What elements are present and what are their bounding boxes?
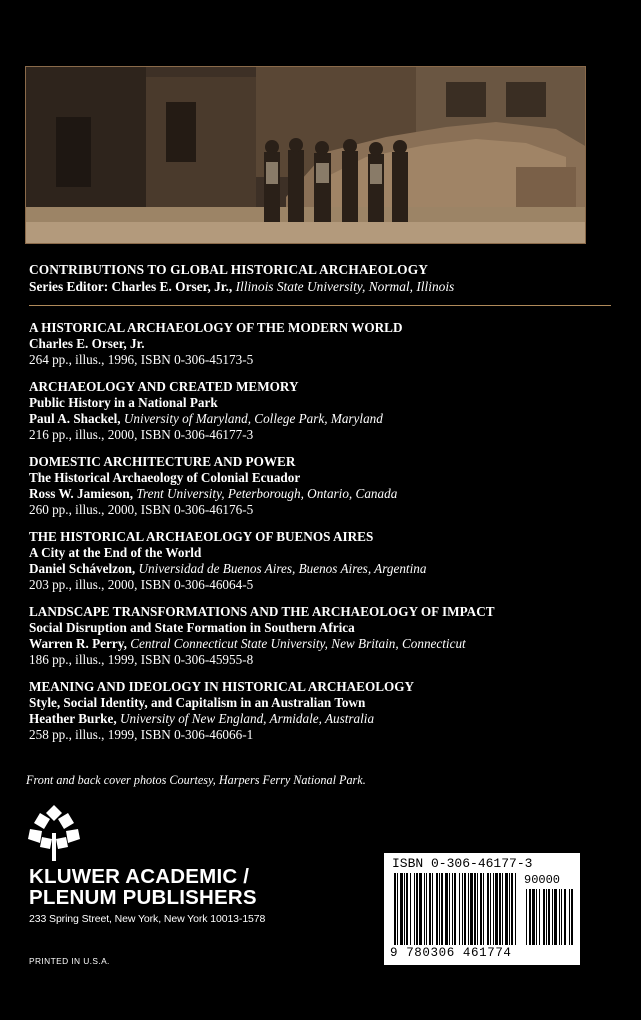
book-title: A HISTORICAL ARCHAEOLOGY OF THE MODERN WORLD [29, 320, 403, 335]
book-item [29, 320, 619, 368]
book-author-affiliation: University of New England, Armidale, Australia [119, 711, 375, 726]
barcode-bar [426, 873, 427, 945]
barcode-bar [404, 873, 405, 945]
book-author-name: Paul A. Shackel, [29, 411, 121, 426]
kluwer-tree-logo-icon [28, 803, 80, 863]
barcode-bar [429, 873, 431, 945]
barcode-bar [436, 873, 438, 945]
barcode-addon-bar [526, 889, 527, 945]
book-subtitle: Style, Social Identity, and Capitalism in an Australian Town [29, 695, 366, 710]
barcode-bar [499, 873, 501, 945]
series-editor-affiliation: Illinois State University, Normal, Illinois [235, 279, 455, 294]
book-subtitle: The Historical Archaeology of Colonial Ecuador [29, 470, 301, 485]
series-editor-name: Series Editor: Charles E. Orser, Jr., [29, 279, 233, 294]
book-details: 186 pp., illus., 1999, ISBN 0-306-45955-8 [29, 652, 254, 667]
book-author-affiliation: Central Connecticut State University, New Britain, Connecticut [130, 636, 466, 651]
book-author [29, 336, 619, 352]
barcode-bar [464, 873, 466, 945]
book-subtitle: Social Disruption and State Formation in Southern Africa [29, 620, 355, 635]
book-author [29, 486, 619, 502]
printed-in: PRINTED IN U.S.A. [29, 956, 110, 966]
book-details: 258 pp., illus., 1999, ISBN 0-306-46066-1 [29, 727, 254, 742]
book-item [29, 679, 619, 743]
book-item [29, 604, 619, 668]
barcode-addon-bar [529, 889, 531, 945]
book-subtitle: A City at the End of the World [29, 545, 202, 560]
barcode-bar [480, 873, 482, 945]
book-author-name: Daniel Schávelzon, [29, 561, 136, 576]
book-author-name: Warren R. Perry, [29, 636, 127, 651]
barcode-bar [419, 873, 422, 945]
barcode-bar [410, 873, 411, 945]
barcode-addon-bar [539, 889, 540, 945]
barcode-addon-bar [569, 889, 570, 945]
barcode-addon-bar [561, 889, 562, 945]
barcode-isbn: ISBN 0-306-46177-3 [392, 856, 533, 871]
barcode-bar [441, 873, 443, 945]
book-author [29, 411, 619, 427]
barcode-addon-bar [546, 889, 547, 945]
book-item [29, 529, 619, 593]
barcode-bar [400, 873, 403, 945]
barcode-bars [392, 873, 574, 947]
barcode-bar [416, 873, 418, 945]
barcode-bar [477, 873, 478, 945]
book-title: ARCHAEOLOGY AND CREATED MEMORY [29, 379, 299, 394]
barcode-bar [406, 873, 408, 945]
barcode-bar [511, 873, 513, 945]
book-title: DOMESTIC ARCHITECTURE AND POWER [29, 454, 296, 469]
book-author-affiliation: Trent University, Peterborough, Ontario, Canada [136, 486, 398, 501]
series-header [29, 261, 609, 295]
barcode-bar [493, 873, 494, 945]
book-author-name: Ross W. Jamieson, [29, 486, 134, 501]
barcode-addon-bar [564, 889, 566, 945]
barcode-bar [424, 873, 425, 945]
barcode-bar [445, 873, 448, 945]
book-author-name: Heather Burke, [29, 711, 117, 726]
book-author-affiliation: Universidad de Buenos Aires, Buenos Aires, Argentina [138, 561, 427, 576]
book-item [29, 379, 619, 443]
publisher-address: 233 Spring Street, New York, New York 10013-1578 [29, 913, 266, 925]
barcode-bar [487, 873, 489, 945]
book-author [29, 636, 619, 652]
barcode-bar [468, 873, 469, 945]
barcode-bar [439, 873, 440, 945]
barcode-addon-bar [548, 889, 550, 945]
barcode-bar [462, 873, 463, 945]
barcode-bar [459, 873, 460, 945]
book-details: 203 pp., illus., 2000, ISBN 0-306-46064-5 [29, 577, 254, 592]
divider-rule [29, 305, 611, 306]
book-title: LANDSCAPE TRANSFORMATIONS AND THE ARCHAEOLOGY OF IMPACT [29, 604, 495, 619]
publisher-name [29, 866, 257, 908]
barcode-bar [509, 873, 510, 945]
barcode-addon-bar [532, 889, 535, 945]
book-subtitle: Public History in a National Park [29, 395, 218, 410]
book-author [29, 711, 619, 727]
publisher-line1: KLUWER ACADEMIC / [29, 865, 250, 888]
isbn-barcode [384, 853, 580, 965]
barcode-bar [505, 873, 508, 945]
barcode-digits: 9 780306 461774 [390, 946, 512, 960]
barcode-bar [454, 873, 456, 945]
barcode-bar [483, 873, 484, 945]
barcode-bar [474, 873, 476, 945]
barcode-bar [470, 873, 473, 945]
barcode-bar [490, 873, 491, 945]
barcode-bar [449, 873, 450, 945]
photo-credit: Front and back cover photos Courtesy, Harpers Ferry National Park. [26, 773, 366, 787]
barcode-addon-bar [536, 889, 537, 945]
series-editor [29, 278, 609, 295]
barcode-addon: 90000 [524, 873, 561, 887]
book-title: THE HISTORICAL ARCHAEOLOGY OF BUENOS AIRES [29, 529, 374, 544]
barcode-bar [394, 873, 396, 945]
barcode-bar [397, 873, 398, 945]
barcode-addon-bar [554, 889, 557, 945]
barcode-bar [515, 873, 516, 945]
barcode-addon-bar [543, 889, 545, 945]
book-details: 264 pp., illus., 1996, ISBN 0-306-45173-5 [29, 352, 254, 367]
barcode-bar [502, 873, 503, 945]
book-author-affiliation: University of Maryland, College Park, Maryland [123, 411, 383, 426]
barcode-bar [495, 873, 498, 945]
barcode-addon-bar [552, 889, 553, 945]
barcode-addon-bar [571, 889, 573, 945]
book-details: 216 pp., illus., 2000, ISBN 0-306-46177-3 [29, 427, 254, 442]
publisher-line2: PLENUM PUBLISHERS [29, 886, 257, 909]
barcode-bar [432, 873, 433, 945]
barcode-bar [452, 873, 453, 945]
barcode-bar [414, 873, 415, 945]
barcode-addon-bar [559, 889, 560, 945]
cover-photo-scene [26, 67, 586, 244]
book-author-name: Charles E. Orser, Jr. [29, 336, 145, 351]
book-author [29, 561, 619, 577]
cover-photo [25, 66, 586, 244]
series-title: CONTRIBUTIONS TO GLOBAL HISTORICAL ARCHAEOLOGY [29, 262, 428, 277]
book-details: 260 pp., illus., 2000, ISBN 0-306-46176-5 [29, 502, 254, 517]
book-title: MEANING AND IDEOLOGY IN HISTORICAL ARCHAEOLOGY [29, 679, 415, 694]
book-item [29, 454, 619, 518]
book-list [29, 320, 619, 754]
